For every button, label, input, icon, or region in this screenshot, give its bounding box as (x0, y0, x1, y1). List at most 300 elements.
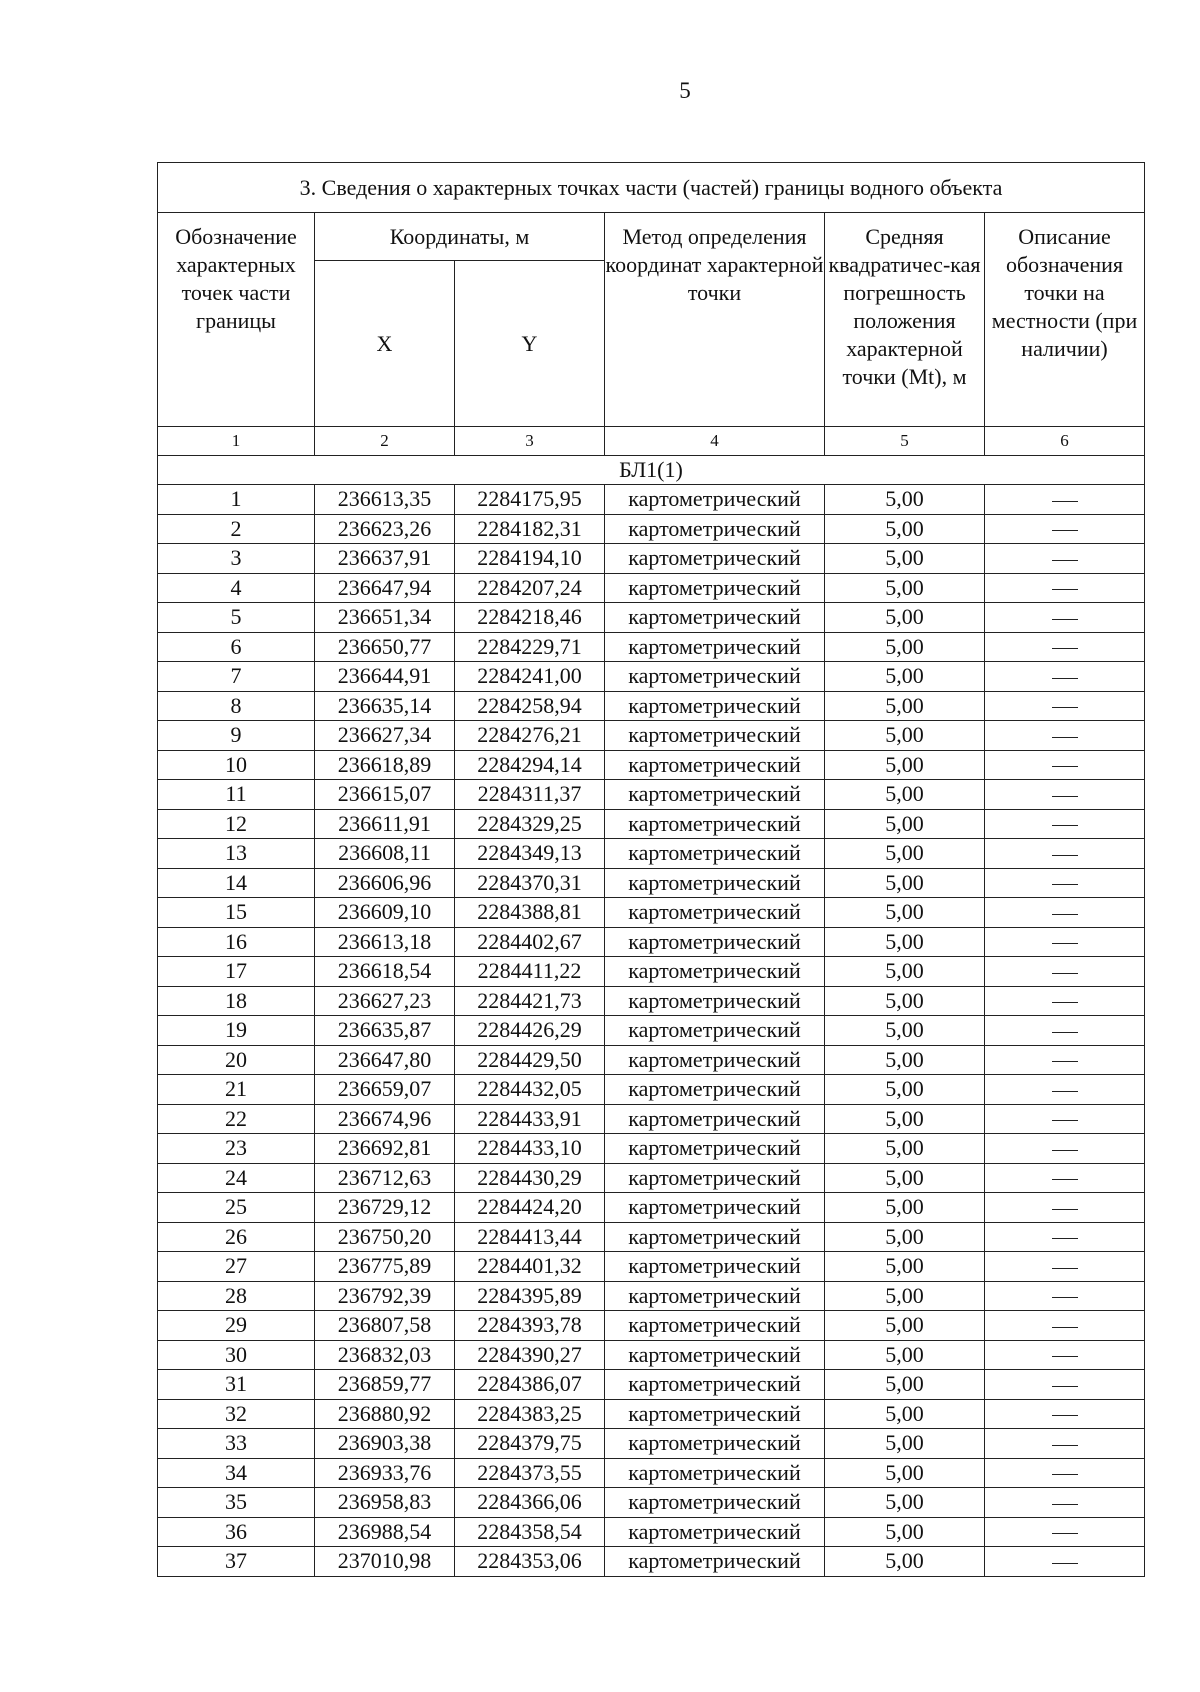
x-coordinate: 236613,35 (315, 485, 455, 515)
method-value: картометрический (605, 514, 825, 544)
x-coordinate: 236859,77 (315, 1370, 455, 1400)
description-value (985, 573, 1145, 603)
point-number: 22 (158, 1104, 315, 1134)
x-coordinate: 236692,81 (315, 1134, 455, 1164)
description-value (985, 1222, 1145, 1252)
method-value: картометрический (605, 603, 825, 633)
x-coordinate: 236674,96 (315, 1104, 455, 1134)
table-row (158, 1016, 1145, 1046)
column-number: 6 (985, 427, 1145, 456)
column-number: 2 (315, 427, 455, 456)
dash-mark (1052, 855, 1078, 856)
table-row (158, 1399, 1145, 1429)
accuracy-value: 5,00 (825, 514, 985, 544)
column-number: 3 (455, 427, 605, 456)
table-row (158, 927, 1145, 957)
x-coordinate: 236618,54 (315, 957, 455, 987)
table-row (158, 1429, 1145, 1459)
boundary-points-table (157, 162, 1145, 1577)
table-row (158, 1370, 1145, 1400)
method-value: картометрический (605, 1517, 825, 1547)
y-coordinate: 2284366,06 (455, 1488, 605, 1518)
table-row (158, 1488, 1145, 1518)
description-value (985, 1399, 1145, 1429)
point-number: 20 (158, 1045, 315, 1075)
description-value (985, 957, 1145, 987)
dash-mark (1052, 1238, 1078, 1239)
point-number: 2 (158, 514, 315, 544)
x-coordinate: 236647,94 (315, 573, 455, 603)
dash-mark (1052, 1209, 1078, 1210)
accuracy-value: 5,00 (825, 780, 985, 810)
point-number: 35 (158, 1488, 315, 1518)
y-coordinate: 2284175,95 (455, 485, 605, 515)
dash-mark (1052, 1445, 1078, 1446)
table-row (158, 809, 1145, 839)
method-value: картометрический (605, 1340, 825, 1370)
accuracy-value: 5,00 (825, 957, 985, 987)
table-row (158, 839, 1145, 869)
method-value: картометрический (605, 1488, 825, 1518)
table-row (158, 780, 1145, 810)
description-value (985, 514, 1145, 544)
table-row (158, 1104, 1145, 1134)
y-coordinate: 2284207,24 (455, 573, 605, 603)
y-coordinate: 2284401,32 (455, 1252, 605, 1282)
y-coordinate: 2284194,10 (455, 544, 605, 574)
table-row (158, 721, 1145, 751)
x-coordinate: 236832,03 (315, 1340, 455, 1370)
table-row (158, 750, 1145, 780)
method-value: картометрический (605, 1193, 825, 1223)
point-number: 13 (158, 839, 315, 869)
point-number: 11 (158, 780, 315, 810)
description-value (985, 1075, 1145, 1105)
table-row (158, 662, 1145, 692)
method-value: картометрический (605, 957, 825, 987)
method-value: картометрический (605, 927, 825, 957)
accuracy-value: 5,00 (825, 1458, 985, 1488)
point-number: 34 (158, 1458, 315, 1488)
header-point-designation: Обозначение характерных точек части границы (158, 213, 315, 427)
table-row (158, 1281, 1145, 1311)
method-value: картометрический (605, 986, 825, 1016)
description-value (985, 927, 1145, 957)
point-number: 33 (158, 1429, 315, 1459)
description-value (985, 721, 1145, 751)
description-value (985, 603, 1145, 633)
dash-mark (1052, 973, 1078, 974)
description-value (985, 986, 1145, 1016)
accuracy-value: 5,00 (825, 603, 985, 633)
method-value: картометрический (605, 898, 825, 928)
accuracy-value: 5,00 (825, 986, 985, 1016)
method-value: картометрический (605, 1370, 825, 1400)
method-value: картометрический (605, 1016, 825, 1046)
column-number: 4 (605, 427, 825, 456)
y-coordinate: 2284426,29 (455, 1016, 605, 1046)
column-numbers-row (158, 427, 1145, 456)
x-coordinate: 236618,89 (315, 750, 455, 780)
x-coordinate: 236729,12 (315, 1193, 455, 1223)
accuracy-value: 5,00 (825, 1429, 985, 1459)
description-value (985, 1016, 1145, 1046)
table-row (158, 1517, 1145, 1547)
x-coordinate: 236958,83 (315, 1488, 455, 1518)
method-value: картометрический (605, 632, 825, 662)
point-number: 37 (158, 1547, 315, 1577)
table-row (158, 986, 1145, 1016)
y-coordinate: 2284329,25 (455, 809, 605, 839)
point-number: 30 (158, 1340, 315, 1370)
dash-mark (1052, 1356, 1078, 1357)
table-row (158, 1193, 1145, 1223)
x-coordinate: 236635,14 (315, 691, 455, 721)
table-row (158, 868, 1145, 898)
dash-mark (1052, 796, 1078, 797)
description-value (985, 691, 1145, 721)
point-number: 3 (158, 544, 315, 574)
y-coordinate: 2284393,78 (455, 1311, 605, 1341)
header-accuracy: Средняя квадратичес-кая погрешность положения характерной точки (Mt), м (825, 213, 985, 427)
point-number: 25 (158, 1193, 315, 1223)
y-coordinate: 2284388,81 (455, 898, 605, 928)
y-coordinate: 2284432,05 (455, 1075, 605, 1105)
description-value (985, 1163, 1145, 1193)
y-coordinate: 2284370,31 (455, 868, 605, 898)
accuracy-value: 5,00 (825, 1104, 985, 1134)
point-number: 29 (158, 1311, 315, 1341)
dash-mark (1052, 1533, 1078, 1534)
column-number: 5 (825, 427, 985, 456)
point-number: 9 (158, 721, 315, 751)
point-number: 28 (158, 1281, 315, 1311)
x-coordinate: 236644,91 (315, 662, 455, 692)
method-value: картометрический (605, 750, 825, 780)
dash-mark (1052, 1002, 1078, 1003)
y-coordinate: 2284276,21 (455, 721, 605, 751)
x-coordinate: 236712,63 (315, 1163, 455, 1193)
description-value (985, 485, 1145, 515)
dash-mark (1052, 707, 1078, 708)
dash-mark (1052, 1327, 1078, 1328)
point-number: 31 (158, 1370, 315, 1400)
y-coordinate: 2284229,71 (455, 632, 605, 662)
dash-mark (1052, 1150, 1078, 1151)
description-value (985, 1488, 1145, 1518)
accuracy-value: 5,00 (825, 750, 985, 780)
y-coordinate: 2284294,14 (455, 750, 605, 780)
table-row (158, 1340, 1145, 1370)
header-x: X (315, 261, 455, 427)
description-value (985, 1458, 1145, 1488)
description-value (985, 1429, 1145, 1459)
table-row (158, 957, 1145, 987)
point-number: 36 (158, 1517, 315, 1547)
dash-mark (1052, 1120, 1078, 1121)
x-coordinate: 236988,54 (315, 1517, 455, 1547)
description-value (985, 1281, 1145, 1311)
method-value: картометрический (605, 1252, 825, 1282)
y-coordinate: 2284182,31 (455, 514, 605, 544)
y-coordinate: 2284358,54 (455, 1517, 605, 1547)
dash-mark (1052, 501, 1078, 502)
dash-mark (1052, 943, 1078, 944)
point-number: 27 (158, 1252, 315, 1282)
x-coordinate: 236651,34 (315, 603, 455, 633)
accuracy-value: 5,00 (825, 691, 985, 721)
dash-mark (1052, 1386, 1078, 1387)
dash-mark (1052, 648, 1078, 649)
point-number: 21 (158, 1075, 315, 1105)
table-row (158, 485, 1145, 515)
accuracy-value: 5,00 (825, 1370, 985, 1400)
y-coordinate: 2284353,06 (455, 1547, 605, 1577)
method-value: картометрический (605, 809, 825, 839)
dash-mark (1052, 589, 1078, 590)
point-number: 10 (158, 750, 315, 780)
accuracy-value: 5,00 (825, 809, 985, 839)
x-coordinate: 236880,92 (315, 1399, 455, 1429)
dash-mark (1052, 1415, 1078, 1416)
dash-mark (1052, 766, 1078, 767)
x-coordinate: 236807,58 (315, 1311, 455, 1341)
header-method: Метод определения координат характерной точки (605, 213, 825, 427)
y-coordinate: 2284402,67 (455, 927, 605, 957)
x-coordinate: 236623,26 (315, 514, 455, 544)
table-row (158, 691, 1145, 721)
x-coordinate: 236608,11 (315, 839, 455, 869)
method-value: картометрический (605, 485, 825, 515)
method-value: картометрический (605, 1429, 825, 1459)
accuracy-value: 5,00 (825, 1281, 985, 1311)
x-coordinate: 236613,18 (315, 927, 455, 957)
accuracy-value: 5,00 (825, 1547, 985, 1577)
method-value: картометрический (605, 1163, 825, 1193)
accuracy-value: 5,00 (825, 1340, 985, 1370)
dash-mark (1052, 1091, 1078, 1092)
y-coordinate: 2284433,91 (455, 1104, 605, 1134)
point-number: 1 (158, 485, 315, 515)
y-coordinate: 2284429,50 (455, 1045, 605, 1075)
description-value (985, 1134, 1145, 1164)
header-y: Y (455, 261, 605, 427)
description-value (985, 1547, 1145, 1577)
table-row (158, 1163, 1145, 1193)
point-number: 15 (158, 898, 315, 928)
table-row (158, 1252, 1145, 1282)
dash-mark (1052, 1179, 1078, 1180)
method-value: картометрический (605, 721, 825, 751)
table-row (158, 632, 1145, 662)
accuracy-value: 5,00 (825, 1016, 985, 1046)
method-value: картометрический (605, 1045, 825, 1075)
table-row (158, 1547, 1145, 1577)
method-value: картометрический (605, 1075, 825, 1105)
y-coordinate: 2284311,37 (455, 780, 605, 810)
method-value: картометрический (605, 780, 825, 810)
method-value: картометрический (605, 868, 825, 898)
x-coordinate: 236611,91 (315, 809, 455, 839)
description-value (985, 839, 1145, 869)
accuracy-value: 5,00 (825, 1517, 985, 1547)
accuracy-value: 5,00 (825, 573, 985, 603)
accuracy-value: 5,00 (825, 485, 985, 515)
accuracy-value: 5,00 (825, 927, 985, 957)
accuracy-value: 5,00 (825, 898, 985, 928)
accuracy-value: 5,00 (825, 1075, 985, 1105)
x-coordinate: 236627,23 (315, 986, 455, 1016)
header-coordinates: Координаты, м (315, 213, 605, 261)
x-coordinate: 236637,91 (315, 544, 455, 574)
x-coordinate: 236750,20 (315, 1222, 455, 1252)
method-value: картометрический (605, 839, 825, 869)
table-row (158, 1134, 1145, 1164)
accuracy-value: 5,00 (825, 1045, 985, 1075)
description-value (985, 809, 1145, 839)
table-row (158, 514, 1145, 544)
method-value: картометрический (605, 573, 825, 603)
y-coordinate: 2284383,25 (455, 1399, 605, 1429)
x-coordinate: 236775,89 (315, 1252, 455, 1282)
table-row (158, 573, 1145, 603)
method-value: картометрический (605, 544, 825, 574)
table-title: 3. Сведения о характерных точках части (частей) границы водного объекта (158, 163, 1145, 213)
y-coordinate: 2284421,73 (455, 986, 605, 1016)
description-value (985, 1193, 1145, 1223)
dash-mark (1052, 619, 1078, 620)
point-number: 26 (158, 1222, 315, 1252)
x-coordinate: 236609,10 (315, 898, 455, 928)
description-value (985, 1104, 1145, 1134)
table-row (158, 544, 1145, 574)
dash-mark (1052, 884, 1078, 885)
point-number: 6 (158, 632, 315, 662)
accuracy-value: 5,00 (825, 1488, 985, 1518)
dash-mark (1052, 914, 1078, 915)
x-coordinate: 236659,07 (315, 1075, 455, 1105)
accuracy-value: 5,00 (825, 1163, 985, 1193)
point-number: 24 (158, 1163, 315, 1193)
accuracy-value: 5,00 (825, 1134, 985, 1164)
method-value: картометрический (605, 1547, 825, 1577)
point-number: 14 (158, 868, 315, 898)
y-coordinate: 2284395,89 (455, 1281, 605, 1311)
table-row (158, 603, 1145, 633)
section-label: БЛ1(1) (158, 456, 1145, 485)
accuracy-value: 5,00 (825, 632, 985, 662)
description-value (985, 780, 1145, 810)
dash-mark (1052, 678, 1078, 679)
method-value: картометрический (605, 1311, 825, 1341)
method-value: картометрический (605, 1458, 825, 1488)
y-coordinate: 2284218,46 (455, 603, 605, 633)
accuracy-value: 5,00 (825, 1193, 985, 1223)
dash-mark (1052, 1268, 1078, 1269)
point-number: 16 (158, 927, 315, 957)
section-row (158, 456, 1145, 485)
accuracy-value: 5,00 (825, 1252, 985, 1282)
point-number: 19 (158, 1016, 315, 1046)
y-coordinate: 2284424,20 (455, 1193, 605, 1223)
y-coordinate: 2284390,27 (455, 1340, 605, 1370)
point-number: 5 (158, 603, 315, 633)
dash-mark (1052, 1474, 1078, 1475)
table-row (158, 898, 1145, 928)
accuracy-value: 5,00 (825, 1399, 985, 1429)
x-coordinate: 236933,76 (315, 1458, 455, 1488)
y-coordinate: 2284411,22 (455, 957, 605, 987)
description-value (985, 868, 1145, 898)
table-row (158, 1222, 1145, 1252)
dash-mark (1052, 1504, 1078, 1505)
point-number: 7 (158, 662, 315, 692)
accuracy-value: 5,00 (825, 721, 985, 751)
accuracy-value: 5,00 (825, 544, 985, 574)
table-row (158, 1458, 1145, 1488)
x-coordinate: 236650,77 (315, 632, 455, 662)
description-value (985, 544, 1145, 574)
method-value: картометрический (605, 1399, 825, 1429)
dash-mark (1052, 1563, 1078, 1564)
table-row (158, 1045, 1145, 1075)
method-value: картометрический (605, 1104, 825, 1134)
accuracy-value: 5,00 (825, 662, 985, 692)
description-value (985, 1252, 1145, 1282)
y-coordinate: 2284433,10 (455, 1134, 605, 1164)
description-value (985, 750, 1145, 780)
x-coordinate: 236635,87 (315, 1016, 455, 1046)
description-value (985, 1370, 1145, 1400)
dash-mark (1052, 825, 1078, 826)
table-row (158, 1311, 1145, 1341)
y-coordinate: 2284258,94 (455, 691, 605, 721)
accuracy-value: 5,00 (825, 839, 985, 869)
column-number: 1 (158, 427, 315, 456)
description-value (985, 1045, 1145, 1075)
point-number: 4 (158, 573, 315, 603)
method-value: картометрический (605, 1281, 825, 1311)
y-coordinate: 2284430,29 (455, 1163, 605, 1193)
accuracy-value: 5,00 (825, 868, 985, 898)
point-number: 23 (158, 1134, 315, 1164)
y-coordinate: 2284379,75 (455, 1429, 605, 1459)
dash-mark (1052, 1032, 1078, 1033)
method-value: картометрический (605, 1222, 825, 1252)
description-value (985, 632, 1145, 662)
dash-mark (1052, 1297, 1078, 1298)
method-value: картометрический (605, 1134, 825, 1164)
dash-mark (1052, 560, 1078, 561)
point-number: 12 (158, 809, 315, 839)
x-coordinate: 237010,98 (315, 1547, 455, 1577)
x-coordinate: 236627,34 (315, 721, 455, 751)
x-coordinate: 236647,80 (315, 1045, 455, 1075)
x-coordinate: 236792,39 (315, 1281, 455, 1311)
accuracy-value: 5,00 (825, 1311, 985, 1341)
description-value (985, 1517, 1145, 1547)
dash-mark (1052, 737, 1078, 738)
point-number: 32 (158, 1399, 315, 1429)
description-value (985, 1311, 1145, 1341)
method-value: картометрический (605, 662, 825, 692)
dash-mark (1052, 1061, 1078, 1062)
description-value (985, 662, 1145, 692)
y-coordinate: 2284241,00 (455, 662, 605, 692)
description-value (985, 898, 1145, 928)
dash-mark (1052, 530, 1078, 531)
y-coordinate: 2284373,55 (455, 1458, 605, 1488)
